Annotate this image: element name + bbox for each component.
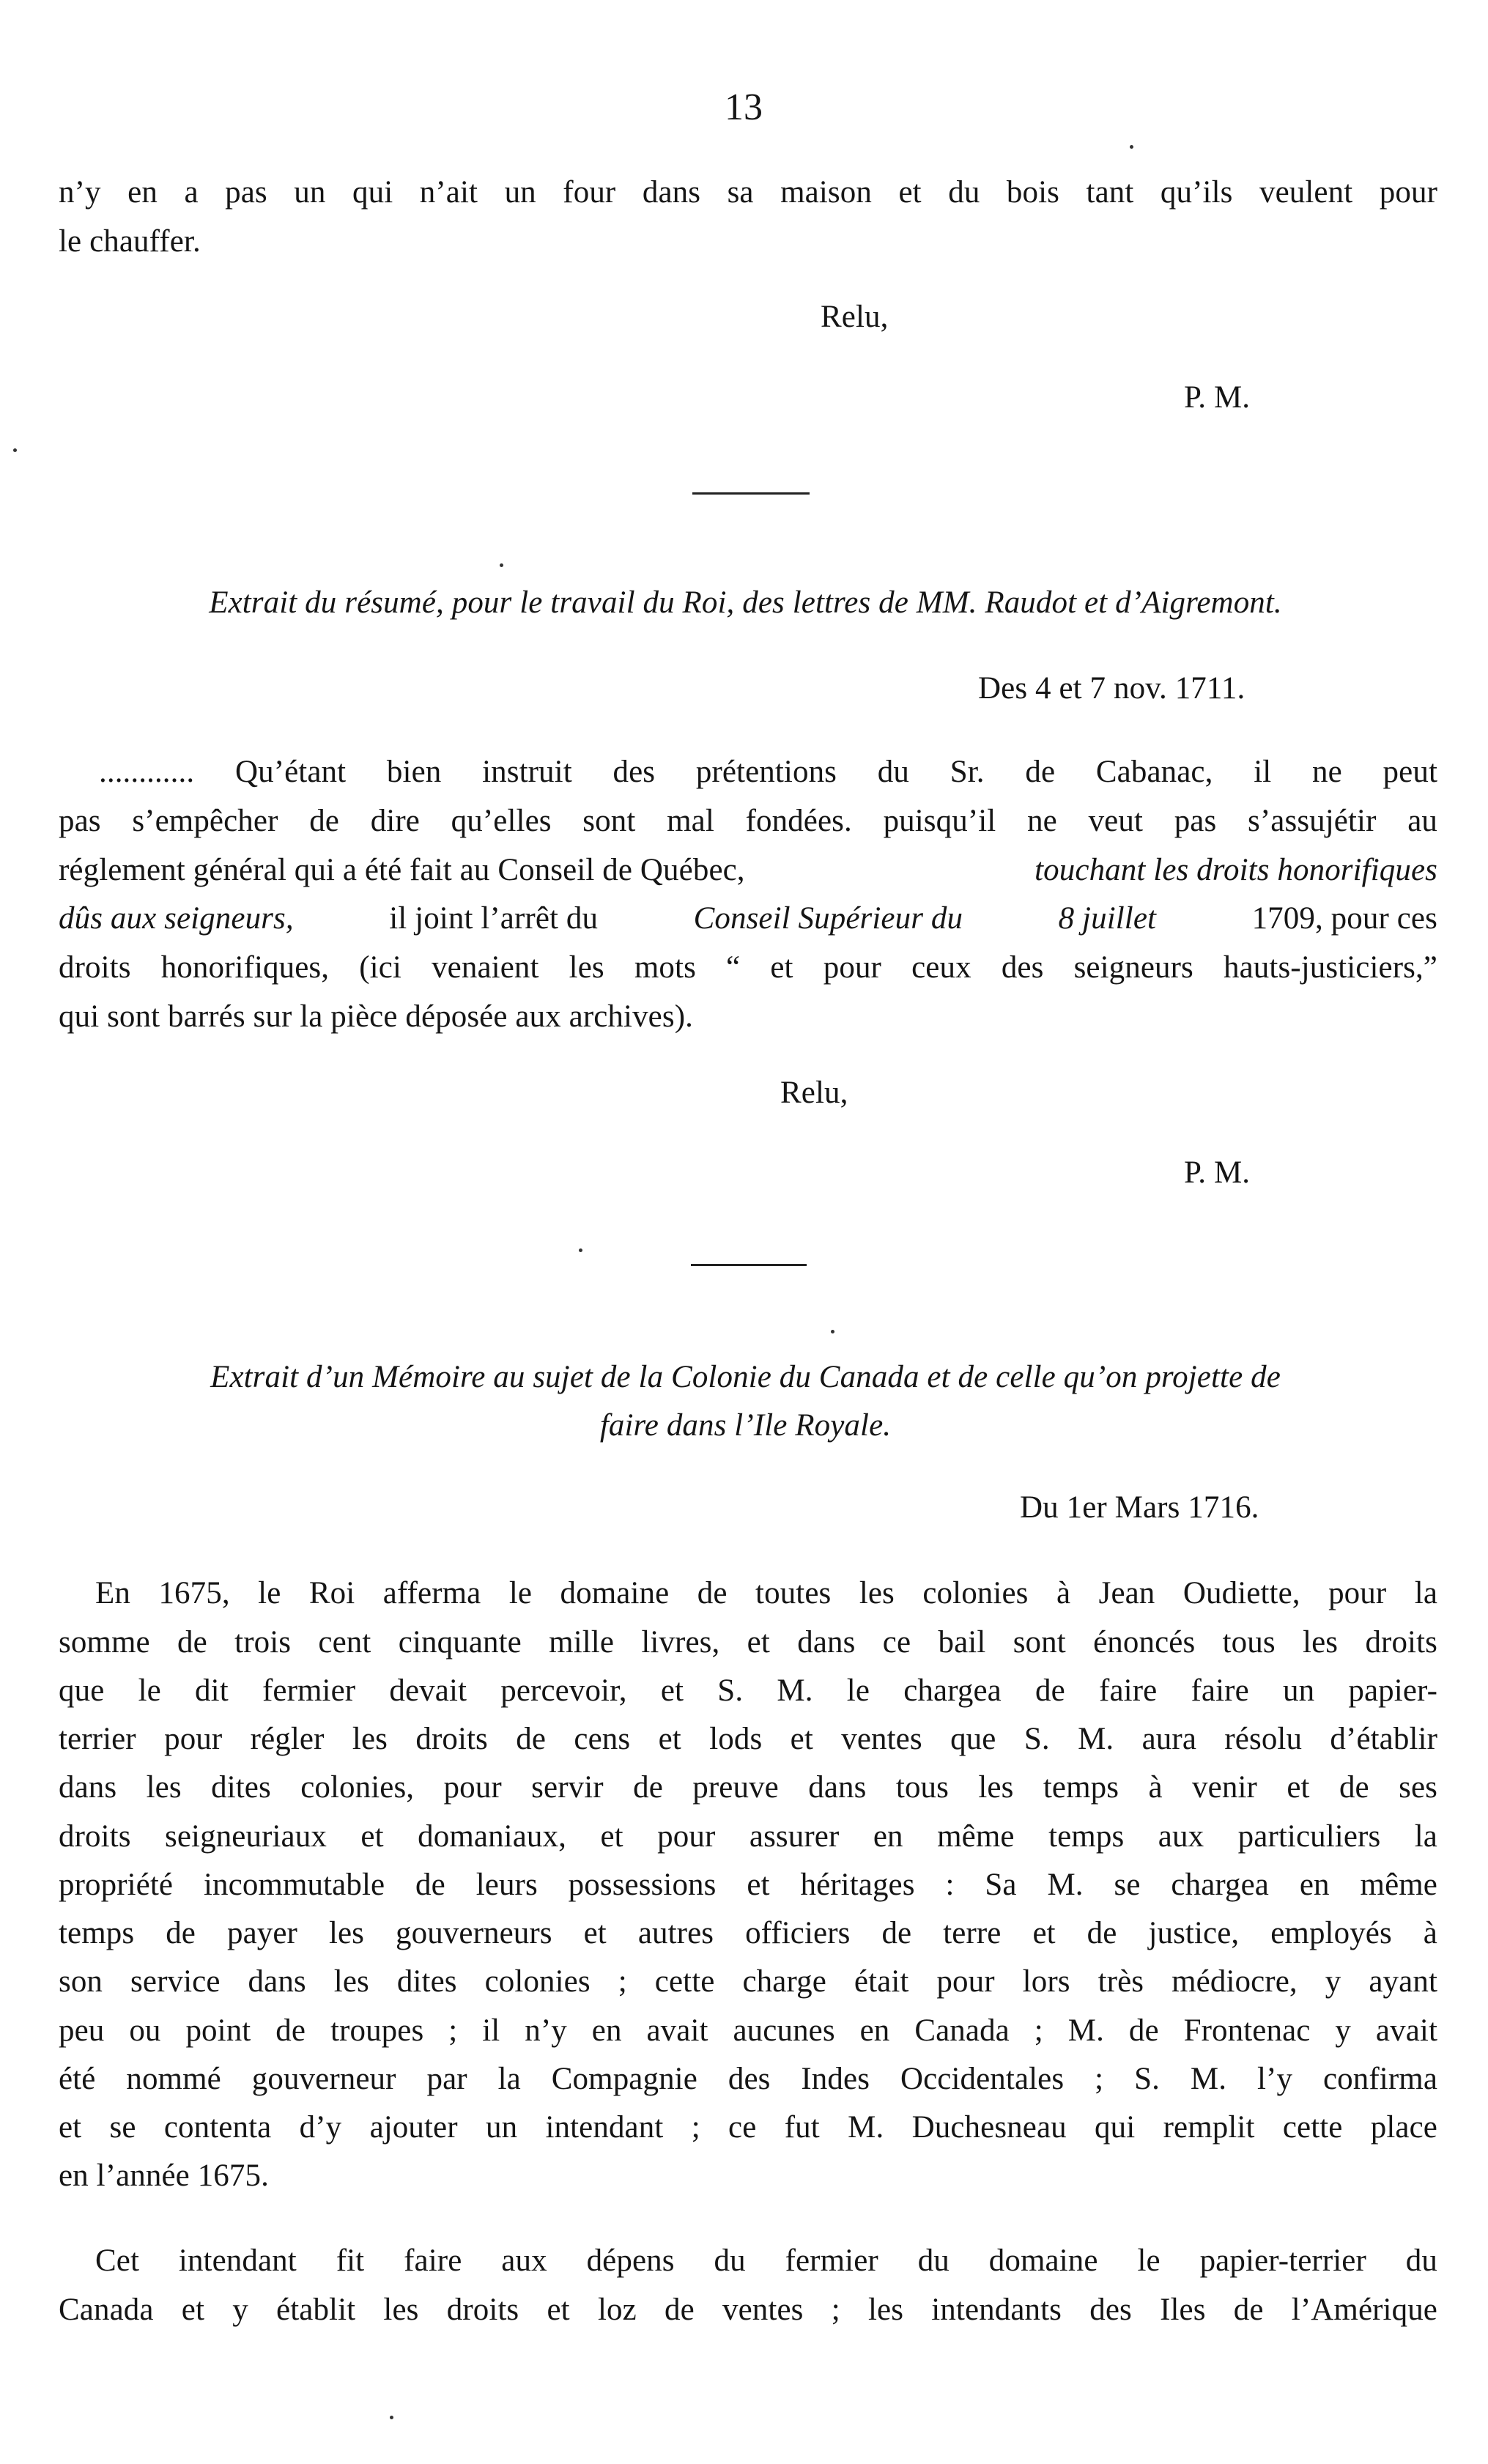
extract2-title-line-1: Extrait d’un Mémoire au sujet de la Colonie du Canada et de celle qu’on projette de bbox=[210, 1360, 1281, 1394]
continuation-line-2: le chauffer. bbox=[59, 224, 201, 259]
relu-1: Relu, bbox=[821, 300, 889, 334]
paragraph1-line-11: été nommé gouverneur par la Compagnie des Indes Occidentales ; S. M. l’y confirma bbox=[59, 2062, 1437, 2096]
signature-2: P. M. bbox=[1184, 1155, 1251, 1190]
signature-1: P. M. bbox=[1184, 380, 1251, 415]
extract1-line-4 bbox=[59, 898, 1437, 939]
paragraph1-line-8: temps de payer les gouverneurs et autres officiers de terre et de justice, employés à bbox=[59, 1916, 1437, 1950]
extract1-line-4-italic-b: Conseil Supérieur du bbox=[693, 901, 963, 936]
paragraph1-line-5: dans les dites colonies, pour servir de preuve dans tous les temps à venir et de ses bbox=[59, 1770, 1437, 1805]
paragraph1-line-12: et se contenta d’y ajouter un intendant ; ce fut M. Duchesneau qui remplit cette place bbox=[59, 2110, 1437, 2145]
extract1-line-4-italic-a: dûs aux seigneurs, bbox=[59, 901, 294, 936]
paragraph1-line-13: en l’année 1675. bbox=[59, 2158, 269, 2193]
scan-speck bbox=[500, 563, 503, 567]
page-number: 13 bbox=[725, 86, 763, 128]
continuation-line-1: n’y en a pas un qui n’ait un four dans sa maison et du bois tant qu’ils veulent pour bbox=[59, 175, 1437, 210]
extract1-line-1: ............ Qu’étant bien instruit des prétentions du Sr. de Cabanac, il ne peut bbox=[99, 755, 1437, 789]
extract2-date: Du 1er Mars 1716. bbox=[1020, 1490, 1259, 1525]
paragraph1-line-4: terrier pour régler les droits de cens et lods et ventes que S. M. aura résolu d’établir bbox=[59, 1722, 1437, 1756]
paragraph2-line-2: Canada et y établit les droits et loz de ventes ; les intendants des Iles de l’Amérique bbox=[59, 2293, 1437, 2327]
extract1-line-4-text-a: il joint l’arrêt du bbox=[389, 901, 599, 936]
paragraph2-line-1: Cet intendant fit faire aux dépens du fermier du domaine le papier-terrier du bbox=[95, 2243, 1437, 2278]
extract1-line-3-text: réglement général qui a été fait au Conseil de Québec, bbox=[59, 853, 745, 887]
scan-speck bbox=[579, 1248, 582, 1252]
paragraph1-line-2: somme de trois cent cinquante mille livres, et dans ce bail sont énoncés tous les droits bbox=[59, 1625, 1437, 1660]
section-divider-1 bbox=[692, 492, 810, 495]
extract1-line-2: pas s’empêcher de dire qu’elles sont mal fondées. puisqu’il ne veut pas s’assujétir au bbox=[59, 804, 1437, 838]
extract1-line-3 bbox=[59, 850, 1437, 891]
extract1-line-3-italic: touchant les droits honorifiques bbox=[1034, 853, 1437, 887]
extract1-date: Des 4 et 7 nov. 1711. bbox=[978, 671, 1245, 706]
paragraph1-line-1: En 1675, le Roi afferma le domaine de toutes les colonies à Jean Oudiette, pour la bbox=[95, 1576, 1437, 1610]
paragraph1-line-9: son service dans les dites colonies ; cette charge était pour lors très médiocre, y ayant bbox=[59, 1964, 1437, 1999]
scan-speck bbox=[13, 448, 17, 452]
extract1-line-6: qui sont barrés sur la pièce déposée aux archives). bbox=[59, 999, 693, 1034]
extract2-title-line-2: faire dans l’Ile Royale. bbox=[599, 1408, 892, 1443]
extract1-line-4-italic-c: 8 juillet bbox=[1058, 901, 1157, 936]
paragraph1-line-7: propriété incommutable de leurs possessions et héritages : Sa M. se chargea en même bbox=[59, 1868, 1437, 1902]
scan-speck bbox=[831, 1330, 834, 1333]
extract1-title: Extrait du résumé, pour le travail du Roi, des lettres de MM. Raudot et d’Aigremont. bbox=[209, 585, 1282, 620]
paragraph1-line-10: peu ou point de troupes ; il n’y en avait aucunes en Canada ; M. de Frontenac y avait bbox=[59, 2013, 1437, 2048]
paragraph1-line-6: droits seigneuriaux et domaniaux, et pour assurer en même temps aux particuliers la bbox=[59, 1819, 1437, 1854]
scan-speck bbox=[390, 2416, 393, 2419]
relu-2: Relu, bbox=[780, 1076, 848, 1110]
section-divider-2 bbox=[691, 1264, 807, 1266]
scan-speck bbox=[1130, 145, 1133, 149]
extract1-line-4-text-b: 1709, pour ces bbox=[1251, 901, 1437, 936]
extract1-line-5: droits honorifiques, (ici venaient les mots “ et pour ceux des seigneurs hauts-justiciers,” bbox=[59, 950, 1437, 985]
paragraph1-line-3: que le dit fermier devait percevoir, et S. M. le chargea de faire faire un papier- bbox=[59, 1673, 1437, 1708]
